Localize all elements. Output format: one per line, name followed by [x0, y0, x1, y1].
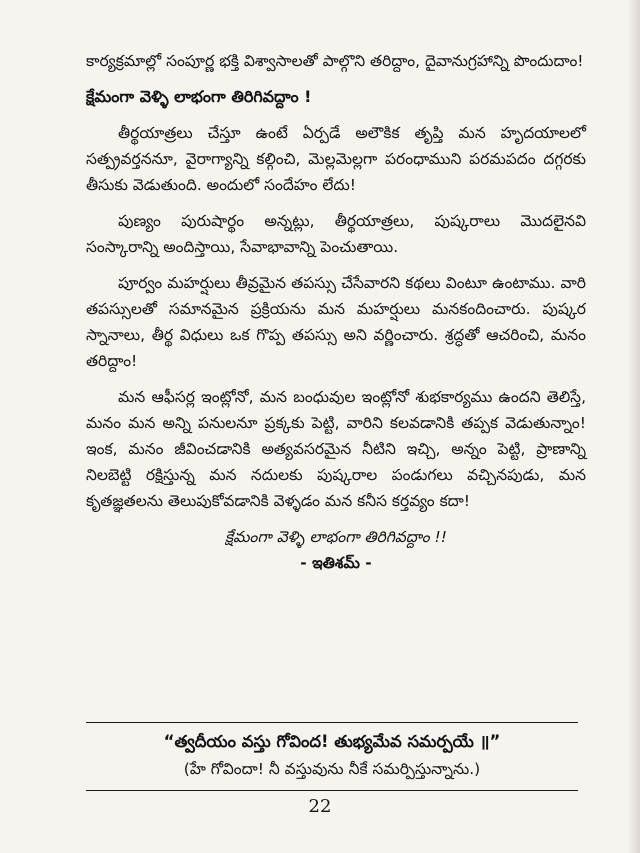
closing-line: క్షేమంగా వెళ్ళి లాభంగా తిరిగివద్దాం !!: [225, 528, 447, 546]
signature-line: - ఇతిశమ్ -: [300, 554, 372, 572]
quote-line-translation: (హే గోవిందా! నీ వస్తువును నీకే సమర్పిస్తున్నాను.): [183, 760, 481, 778]
page-edge-shadow: [628, 0, 640, 853]
sanskrit-quote-box: [86, 728, 578, 782]
paragraph-maharshulu: పూర్వం మహర్షులు తీవ్రమైన తపస్సు చేసేవారని కథలు వింటూ ఉంటాము. వారి తపస్సులతో సమానమైన ప్రక్రియను మన మహర్షులు మనకందించారు. పుష్కర స్నానాలు, తీర్థ విధులు ఒక గొప్ప తపస్సు అని వర్ణించారు. శ్రద్ధతో ఆచరించి, మనం తరిద్దాం!: [86, 274, 586, 370]
quote-bottom-rule: [86, 790, 578, 791]
section-heading: క్షేమంగా వెళ్ళి లాభంగా తిరిగివద్దాం !: [86, 87, 312, 106]
paragraph-duty: మన ఆఫీసర్ల ఇంట్లోనో, మన బంధువుల ఇంట్లోనో శుభకార్యము ఉందని తెలిస్తే, మనం మన అన్ని పనులనూ ప్రక్కకు పెట్టి, వారిని కలవడానికి తప్పక వెడుతున్నాం! ఇంక, మనం జీవించడానికి అత్యవసరమైన నీటిని ఇచ్చి, అన్నం పెట్టి, ప్రాణాన్ని నిలబెట్టి రక్షిస్తున్న మన నదులకు పుష్కరాల పండుగలు వచ్చినపుడు, మన కృతజ్ఞతలను తెలుపుకోవడానికి వెళ్ళడం మన కనీస కర్తవ్యం కదా!: [86, 388, 586, 510]
quote-top-rule: [86, 722, 578, 723]
paragraph-pilgrimage: తీర్థయాత్రలు చేస్తూ ఉంటే ఏర్పడే అలౌకిక తృప్తి మన హృదయాలలో సత్ప్రవర్తననూ, వైరాగ్యాన్ని కల్గించి, మెల్లమెల్లగా పరంధాముని పరమపదం దగ్గరకు తీసుకు వెడుతుంది. అందులో సందేహం లేదు!: [86, 124, 586, 194]
main-text-block: [86, 48, 586, 576]
page-number: 22: [308, 796, 332, 817]
quote-line-sanskrit: “త్వదీయం వస్తు గోవింద! తుభ్యమేవ సమర్పయే ॥”: [163, 732, 501, 751]
intro-paragraph: కార్యక్రమాల్లో సంపూర్ణ భక్తి విశ్వాసాలతో పాల్గొని తరిద్దాం, దైవానుగ్రహాన్ని పొందుదాం!: [86, 52, 584, 70]
paragraph-punyam: పుణ్యం పురుషార్థం అన్నట్లు, తీర్థయాత్రలు, పుష్కరాలు మొదలైనవి సంస్కారాన్ని అందిస్తాయి, సేవాభావాన్ని పెంచుతాయి.: [86, 212, 586, 256]
